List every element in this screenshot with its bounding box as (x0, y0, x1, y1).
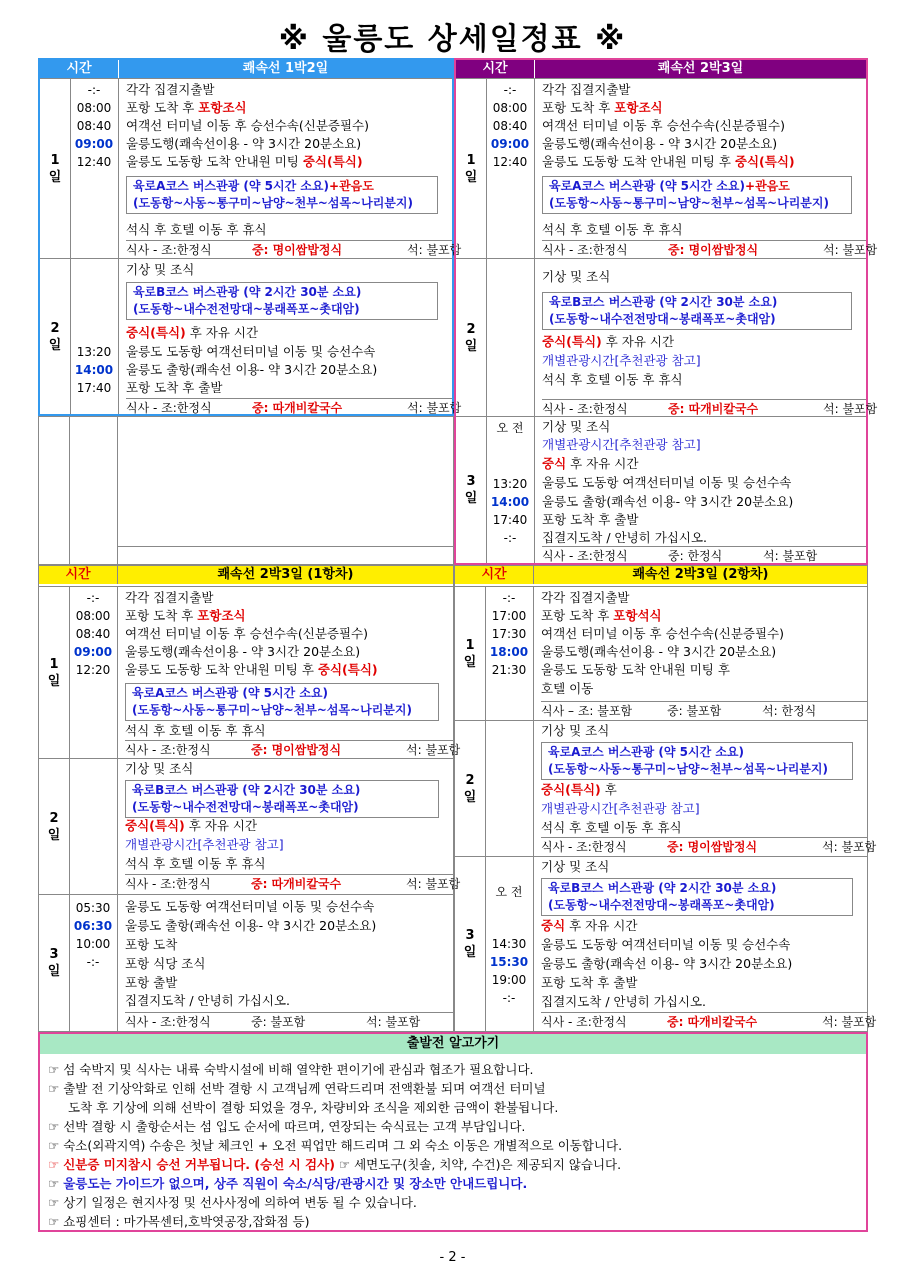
schedule-line: 포항 도착 후 포항조식 (542, 100, 663, 115)
schedule-line: 울릉도 도동항 도착 안내원 미팅 후 중식(특식) (542, 154, 795, 169)
time: 17:40 (492, 513, 528, 527)
day-3 (39, 894, 453, 1031)
time: 14:00 (490, 495, 530, 509)
notice-item: ☞ 섬 숙박지 및 식사는 내륙 숙박시설에 비해 열약한 편이기에 관심과 협조가 필요합니다. (48, 1062, 534, 1077)
schedule-line: 울릉도 도동항 여객선터미널 이동 및 승선수속 (125, 899, 375, 914)
time: 14:30 (491, 937, 527, 951)
schedule-line: 집결지도착 / 안녕히 가십시오. (541, 994, 707, 1009)
schedule-line: 포항 도착 후 출발 (126, 380, 223, 395)
itinerary-2n3d-trip2 (454, 565, 877, 1032)
schedule-line: 포항 출발 (125, 975, 178, 990)
time-list (70, 79, 119, 258)
tour-box: 육로A코스 버스관광 (약 5시간 소요)+관음도 (도동항~사동~통구미~남양~천부~섬목~나리분지) (126, 176, 438, 214)
schedule-line: 여객선 터미널 이동 후 승선수속(신분증필수) (541, 626, 784, 641)
meal-row: 식사 - 조:한정식 중: 따개비칼국수 석: 불포함 (126, 398, 452, 417)
meal-row: 식사 - 조:한정식 중: 불포함 석: 불포함 (125, 1012, 453, 1031)
schedule-line: 포항 도착 (125, 937, 178, 952)
day-label: 3 일 (455, 857, 486, 1031)
time: 06:30 (73, 919, 113, 933)
schedule-line: 석식 후 호텔 이동 후 휴식 (541, 820, 682, 835)
itinerary-1n2d (38, 58, 462, 416)
tour-box: 육로A코스 버스관광 (약 5시간 소요)+관음도 (도동항~사동~통구미~남양~천부~섬목~나리분지) (542, 176, 852, 214)
day-label: 2 일 (456, 259, 487, 416)
panel-name: 쾌속선 1박2일 (242, 61, 329, 76)
panel-header (456, 60, 866, 78)
schedule-line: 석식 후 호텔 이동 후 휴식 (542, 222, 683, 237)
day-3 (455, 856, 877, 1031)
time: 13:20 (76, 345, 112, 359)
day-2 (40, 258, 462, 415)
time-list (70, 259, 119, 414)
meal-row: 식사 - 조:한정식 중: 따개비칼국수 석: 불포함 (541, 1012, 867, 1031)
day-1 (40, 78, 462, 258)
time: 13:20 (492, 477, 528, 491)
schedule-line: 기상 및 조식 (542, 269, 611, 284)
schedule-line: 중식 후 자유 시간 (542, 456, 639, 471)
schedule-lines (541, 587, 863, 720)
meal-row: 식사 - 조:한정식 중: 따개비칼국수 석: 불포함 (542, 399, 866, 418)
time-header: 시간 (39, 566, 118, 584)
schedule-lines (125, 895, 449, 1031)
schedule-line: 울릉도 도동항 여객선터미널 이동 및 승선수속 (541, 937, 791, 952)
panel-header (455, 566, 867, 584)
schedule-line: 중식 후 자유 시간 (541, 918, 638, 933)
tour-box: 육로B코스 버스관광 (약 2시간 30분 소요) (도동항~내수전전망대~봉래폭포~촛대암) (125, 780, 439, 818)
day-1 (455, 586, 867, 720)
schedule-line: 집결지도착 / 안녕히 가십시오. (542, 530, 708, 545)
tour-box: 육로A코스 버스관광 (약 5시간 소요) (도동항~사동~통구미~남양~천부~섬목~나리분지) (541, 742, 853, 780)
time-list (486, 259, 535, 416)
schedule-line: 중식(특식) 후 자유 시간 (542, 334, 675, 349)
time: 09:00 (490, 137, 530, 151)
schedule-line: 포항 도착 후 포항석식 (541, 608, 662, 623)
schedule-line: 집결지도착 / 안녕히 가십시오. (125, 993, 291, 1008)
schedule-lines (542, 417, 862, 563)
notice-item: ☞ 출발 전 기상악화로 인해 선박 결항 시 고객님께 연락드리며 전액환불 되며 여객선 터미널 (48, 1081, 546, 1096)
day-2 (455, 720, 877, 856)
time-header: 시간 (455, 566, 534, 584)
schedule-line: 석식 후 호텔 이동 후 휴식 (125, 723, 266, 738)
panel-name: 쾌속선 2박3일 (657, 61, 744, 76)
day-label: 3 일 (39, 895, 70, 1031)
time: 10:00 (75, 937, 111, 951)
schedule-line: 여객선 터미널 이동 후 승선수속(신분증필수) (126, 118, 369, 133)
meal-row: 식사 - 조:한정식 중: 명이쌈밥정식 석: 불포함 (541, 837, 867, 856)
schedule-line: 호텔 이동 (541, 681, 594, 696)
schedule-line: 중식(특식) 후 자유 시간 (126, 325, 259, 340)
meal-row: 식사 - 조:한정식 중: 명이쌈밥정식 석: 불포함 (542, 240, 866, 259)
meal-row: 식사 - 조:한정식 중: 명이쌈밥정식 석: 불포함 (125, 740, 453, 759)
time: -:- (503, 531, 517, 545)
schedule-line: 기상 및 조식 (541, 723, 610, 738)
schedule-line: 울릉도 출항(쾌속선 이용- 약 3시간 20분소요) (541, 956, 793, 971)
time-list (69, 587, 118, 758)
day-label: 1 일 (456, 79, 487, 258)
notice-item: ☞ 쇼핑센터 : 마가목센터,호박엿공장,잡화점 등) (48, 1214, 310, 1229)
schedule-line: 포항 식당 조식 (125, 956, 206, 971)
tour-box: 육로B코스 버스관광 (약 2시간 30분 소요) (도동항~내수전전망대~봉래폭포~촛대암) (126, 282, 438, 320)
schedule-line: 울릉도 도동항 도착 안내원 미팅 후 (541, 662, 730, 677)
time-list (69, 895, 118, 1031)
day-1 (456, 78, 878, 258)
itinerary-2n3d-trip1 (38, 565, 461, 1032)
panel-header (40, 60, 452, 78)
schedule-line: 각각 집결지출발 (542, 82, 631, 97)
time: 21:30 (491, 663, 527, 677)
day-label: 1 일 (39, 587, 70, 758)
time: 08:00 (76, 101, 112, 115)
schedule-line: 포항 도착 후 출발 (542, 512, 639, 527)
itinerary-2n3d (454, 58, 878, 565)
day-1 (39, 586, 461, 758)
time: -:- (502, 991, 516, 1005)
notice-item: ☞ 선박 결항 시 출항순서는 섬 입도 순서에 따르며, 연장되는 숙식료는 고객 부담입니다. (48, 1119, 526, 1134)
time: 08:40 (492, 119, 528, 133)
tour-box: 육로A코스 버스관광 (약 5시간 소요) (도동항~사동~통구미~남양~천부~섬목~나리분지) (125, 683, 439, 721)
time-header: 시간 (40, 60, 119, 78)
time-list (485, 721, 534, 856)
time: 오 전 (496, 421, 524, 435)
schedule-line: 여객선 터미널 이동 후 승선수속(신분증필수) (542, 118, 785, 133)
tour-box: 육로B코스 버스관광 (약 2시간 30분 소요) (도동항~내수전전망대~봉래폭포~촛대암) (542, 292, 852, 330)
time: 19:00 (491, 973, 527, 987)
time: 17:30 (491, 627, 527, 641)
notice-item: ☞ 숙소(외곽지역) 수송은 첫날 체크인 + 오전 픽업만 해드리며 그 외 숙소 이동은 개별적으로 이동합니다. (48, 1138, 623, 1153)
meal-row: 식사 - 조:한정식 중: 따개비칼국수 석: 불포함 (125, 874, 453, 893)
time: 08:40 (76, 119, 112, 133)
meal-row: 식사 - 조:한정식 중: 명이쌈밥정식 석: 불포함 (126, 240, 452, 259)
time-header: 시간 (456, 60, 535, 78)
notice-item: ☞ 상기 일정은 현지사정 및 선사사정에 의하여 변동 될 수 있습니다. (48, 1195, 417, 1210)
panel-header (39, 566, 453, 584)
schedule-line: 각각 집결지출발 (541, 590, 630, 605)
schedule-line: 울릉도 도동항 도착 안내원 미팅 중식(특식) (126, 154, 363, 169)
schedule-lines (541, 857, 877, 1031)
schedule-line: 개별관광시간[추천관광 참고] (125, 837, 284, 852)
schedule-line: 포항 도착 후 포항조식 (125, 608, 246, 623)
day-2 (456, 258, 878, 416)
notice-item: 도착 후 기상에 의해 선박이 결항 되었을 경우, 차량비와 조식을 제외한 금액이 환불됩니다. (68, 1100, 559, 1115)
panel-name: 쾌속선 2박3일 (2항차) (632, 567, 769, 582)
schedule-line: 기상 및 조식 (125, 761, 194, 776)
schedule-line: 개별관광시간[추천관광 참고] (542, 353, 701, 368)
notice-item: ☞ 울릉도는 가이드가 없으며, 상주 직원이 숙소/식당/관광시간 및 장소만 안내드립니다. (48, 1176, 528, 1191)
schedule-line: 울릉도 출항(쾌속선 이용- 약 3시간 20분소요) (125, 918, 377, 933)
time: 05:30 (75, 901, 111, 915)
page-title: ※ 울릉도 상세일정표 ※ (278, 22, 627, 57)
notice-item: ☞ 신분증 미지참시 승선 거부됩니다. (승선 시 검사) ☞ 세면도구(칫솔, 치약, 수건)은 제공되지 않습니다. (48, 1157, 622, 1172)
panel-name: 쾌속선 2박3일 (1항차) (217, 567, 354, 582)
schedule-line: 석식 후 호텔 이동 후 휴식 (126, 222, 267, 237)
schedule-line: 울릉도행(쾌속선이용 - 약 3시간 20분소요) (541, 644, 777, 659)
schedule-lines (541, 721, 877, 856)
schedule-line: 포항 도착 후 출발 (541, 975, 638, 990)
schedule-line: 울릉도행(쾌속선이용 - 약 3시간 20분소요) (125, 644, 361, 659)
time: 09:00 (73, 645, 113, 659)
schedule-lines (125, 759, 461, 894)
schedule-lines (542, 259, 878, 416)
time: -:- (87, 83, 101, 97)
schedule-line: 중식(특식) 후 자유 시간 (125, 818, 258, 833)
time: 12:40 (492, 155, 528, 169)
schedule-line: 여객선 터미널 이동 후 승선수속(신분증필수) (125, 626, 368, 641)
day-label: 3 일 (456, 417, 487, 563)
time: 14:00 (74, 363, 114, 377)
day-label: 2 일 (455, 721, 486, 856)
time: -:- (502, 591, 516, 605)
schedule-line: 울릉도 도동항 여객선터미널 이동 및 승선수속 (126, 344, 376, 359)
time: 18:00 (489, 645, 529, 659)
notice-box (38, 1032, 868, 1232)
page-number: - 2 - (439, 1250, 466, 1265)
day-3 (456, 416, 866, 563)
time-list (486, 79, 535, 258)
meal-row: 식사 - 조:한정식 중: 한정식 석: 불포함 (542, 546, 866, 565)
time: 08:00 (75, 609, 111, 623)
time: 09:00 (74, 137, 114, 151)
schedule-line: 기상 및 조식 (542, 419, 611, 434)
time: 08:40 (75, 627, 111, 641)
time-list (485, 587, 534, 720)
time: 12:20 (75, 663, 111, 677)
time: -:- (86, 955, 100, 969)
schedule-line: 울릉도 출항(쾌속선 이용- 약 3시간 20분소요) (126, 362, 378, 377)
schedule-line: 중식(특식) 후 (541, 782, 617, 797)
day-label: 2 일 (39, 759, 70, 894)
schedule-lines (542, 79, 878, 258)
day-label: 2 일 (40, 259, 71, 414)
schedule-lines (126, 79, 462, 258)
schedule-line: 울릉도 도동항 도착 안내원 미팅 후 중식(특식) (125, 662, 378, 677)
schedule-line: 각각 집결지출발 (126, 82, 215, 97)
time: -:- (503, 83, 517, 97)
notice-title: 출발전 알고가기 (40, 1034, 866, 1054)
schedule-lines (125, 587, 461, 758)
time: 17:00 (491, 609, 527, 623)
schedule-line: 포항 도착 후 포항조식 (126, 100, 247, 115)
time: -:- (86, 591, 100, 605)
day-2 (39, 758, 461, 894)
schedule-line: 개별관광시간[추천관광 참고] (542, 437, 701, 452)
schedule-line: 기상 및 조식 (126, 262, 195, 277)
time: 17:40 (76, 381, 112, 395)
day-label: 1 일 (40, 79, 71, 258)
tour-box: 육로B코스 버스관광 (약 2시간 30분 소요) (도동항~내수전전망대~봉래폭포~촛대암) (541, 878, 853, 916)
time: 15:30 (489, 955, 529, 969)
time-list (485, 857, 534, 1031)
schedule-line: 기상 및 조식 (541, 859, 610, 874)
empty-cell (38, 416, 454, 565)
meal-row: 식사 – 조: 불포함 중: 불포함 석: 한정식 (541, 701, 867, 720)
schedule-line: 울릉도행(쾌속선이용 - 약 3시간 20분소요) (126, 136, 362, 151)
time: 오 전 (495, 885, 523, 899)
schedule-line: 울릉도 출항(쾌속선 이용- 약 3시간 20분소요) (542, 494, 794, 509)
schedule-line: 석식 후 호텔 이동 후 휴식 (542, 372, 683, 387)
time-list (69, 759, 118, 894)
day-label: 1 일 (455, 587, 486, 720)
schedule-line: 울릉도행(쾌속선이용 - 약 3시간 20분소요) (542, 136, 778, 151)
time: 12:40 (76, 155, 112, 169)
schedule-line: 각각 집결지출발 (125, 590, 214, 605)
schedule-line: 개별관광시간[추천관광 참고] (541, 801, 700, 816)
time-list (486, 417, 535, 563)
schedule-lines (126, 259, 462, 415)
time: 08:00 (492, 101, 528, 115)
schedule-line: 울릉도 도동항 여객선터미널 이동 및 승선수속 (542, 475, 792, 490)
schedule-line: 석식 후 호텔 이동 후 휴식 (125, 856, 266, 871)
